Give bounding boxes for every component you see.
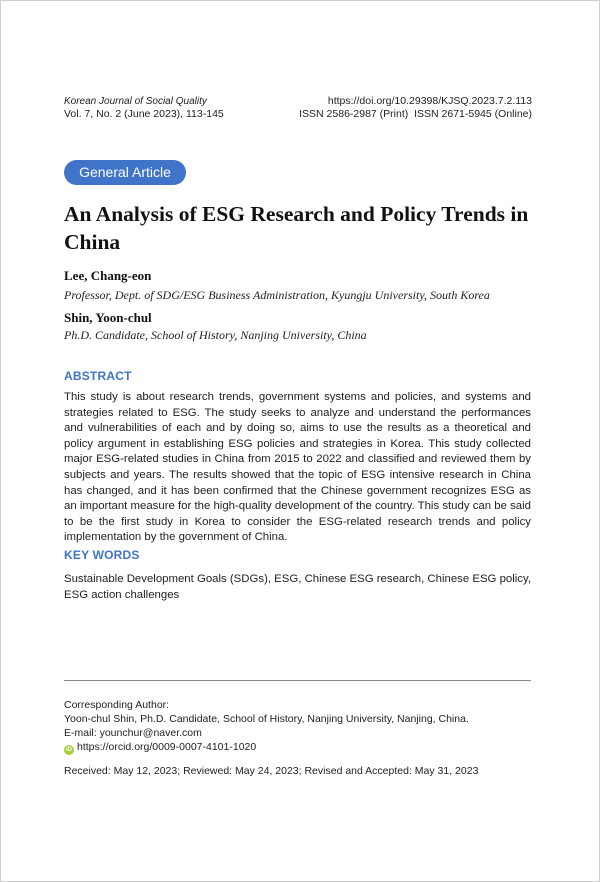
journal-name: Korean Journal of Social Quality — [64, 96, 207, 107]
journal-info — [64, 95, 224, 121]
issn-info: ISSN 2586-2987 (Print) ISSN 2671-5945 (Online) — [299, 108, 532, 120]
correspondence-email[interactable]: E-mail: younchur@naver.com — [64, 727, 202, 739]
abstract-heading: ABSTRACT — [64, 369, 132, 383]
doi-info — [299, 95, 532, 121]
orcid-icon: iD — [66, 747, 72, 753]
article-dates: Received: May 12, 2023; Reviewed: May 24, 2023; Revised and Accepted: May 31, 2023 — [64, 765, 479, 777]
author-affiliation-1: Professor, Dept. of SDG/ESG Business Administration, Kyungju University, South Korea — [64, 288, 490, 302]
doi-link[interactable]: https://doi.org/10.29398/KJSQ.2023.7.2.113 — [327, 95, 532, 107]
article-title: An Analysis of ESG Research and Policy Trends in China — [64, 202, 529, 254]
abstract-text: This study is about research trends, government systems and policies, and systems and strategies related to ESG. The study seeks to analyze and understand the performances and vulnerabilities of each and by doing so, aims to use the results as a theoretical and policy argument in establishing ESG policies and strategies in Korea. This study collected major ESG-related studies in China from 2015 to 2022 and classified and reviewed them by subjects and years. The results showed that the topic of ESG intensive research in China has changed, and it has been confirmed that the Chinese government recognizes ESG as an important measure for the high-quality development of the country. This study can be said to be the first study in Korea to consider the ESG-related research trends and policy implementation by the government of China. — [64, 391, 531, 544]
keywords-heading: KEY WORDS — [64, 548, 140, 562]
volume-info: Vol. 7, No. 2 (June 2023), 113-145 — [64, 108, 224, 120]
author-affiliation-2: Ph.D. Candidate, School of History, Nanjing University, China — [64, 328, 367, 342]
correspondence-author: Yoon-chul Shin, Ph.D. Candidate, School of History, Nanjing University, Nanjing, China. — [64, 713, 469, 725]
orcid-line — [64, 740, 256, 755]
divider — [64, 680, 531, 681]
author-name-2: Shin, Yoon-chul — [64, 310, 152, 325]
article-type-badge: General Article — [64, 160, 186, 185]
orcid-link[interactable]: https://orcid.org/0009-0007-4101-1020 — [77, 741, 257, 753]
keywords-text: Sustainable Development Goals (SDGs), ESG, Chinese ESG research, Chinese ESG policy, ESG action challenges — [64, 573, 532, 601]
author-name-1: Lee, Chang-eon — [64, 268, 152, 283]
correspondence-label: Corresponding Author: — [64, 699, 170, 711]
